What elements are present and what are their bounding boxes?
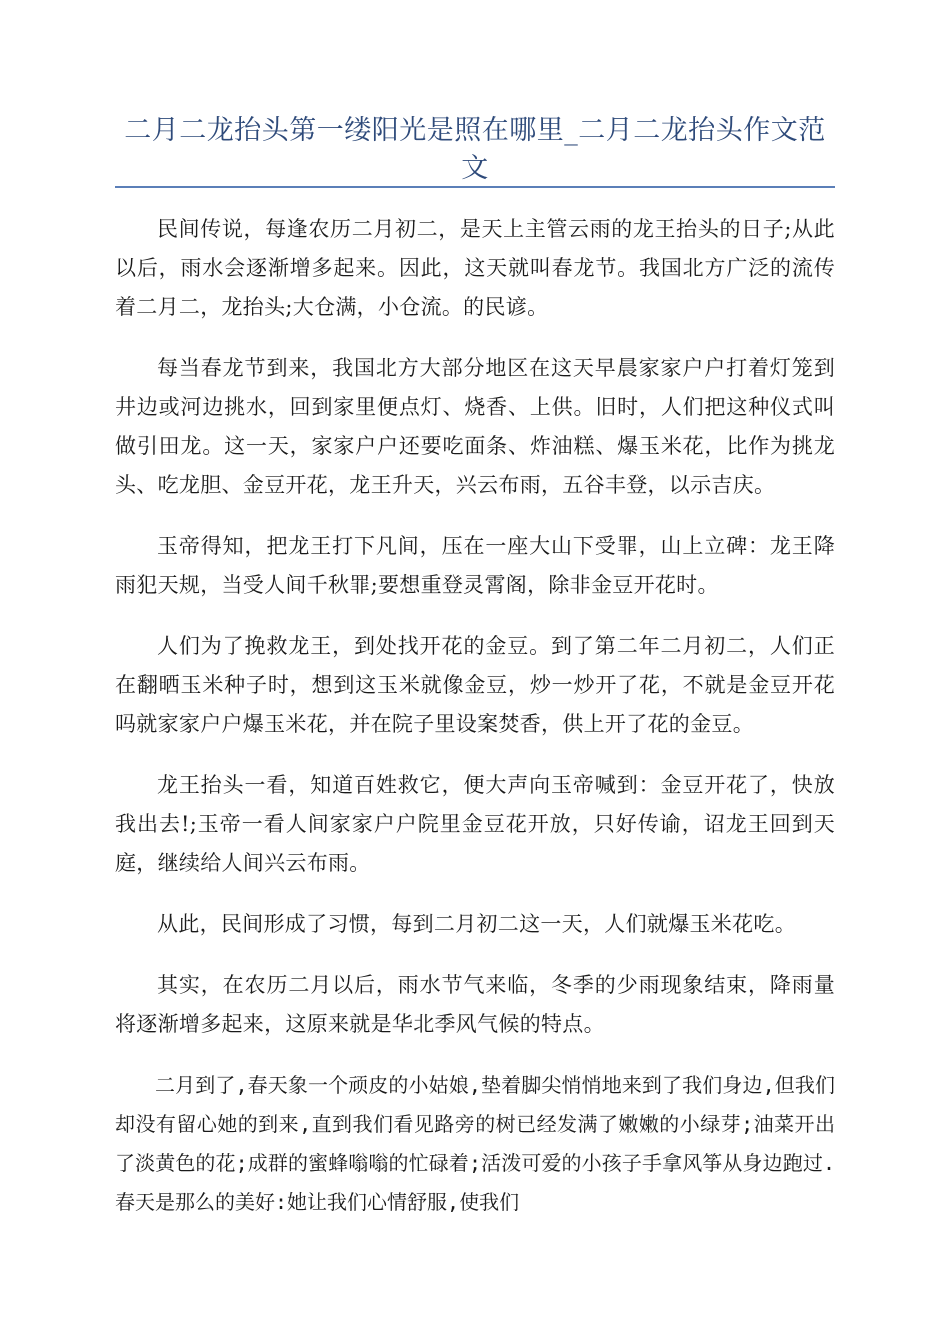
paragraph: 从此，民间形成了习惯，每到二月初二这一天，人们就爆玉米花吃。 [157,912,796,936]
paragraph: 其实，在农历二月以后，雨水节气来临，冬季的少雨现象结束，降雨量将逐渐增多起来，这原来就是华北季风气候的特点。 [115,973,835,1036]
title-underline [115,186,835,188]
document-body [115,210,835,1244]
paragraph: 玉帝得知，把龙王打下凡间，压在一座大山下受罪，山上立碑：龙王降雨犯天规，当受人间千秋罪;要想重登灵霄阁，除非金豆开花时。 [115,534,835,597]
paragraph: 民间传说，每逢农历二月初二，是天上主管云雨的龙王抬头的日子;从此以后，雨水会逐渐增多起来。因此，这天就叫春龙节。我国北方广泛的流传着二月二，龙抬头;大仓满，小仓流。的民谚。 [115,217,835,319]
paragraph: 二月到了,春天象一个顽皮的小姑娘,垫着脚尖悄悄地来到了我们身边,但我们却没有留心她的到来,直到我们看见路旁的树已经发满了嫩嫩的小绿芽;油菜开出了淡黄色的花;成群的蜜蜂嗡嗡的忙碌着;活泼可爱的小孩子手拿风筝从身边跑过.春天是那么的美好:她让我们心情舒服,使我们 [115,1073,835,1214]
paragraph: 每当春龙节到来，我国北方大部分地区在这天早晨家家户户打着灯笼到井边或河边挑水，回到家里便点灯、烧香、上供。旧时，人们把这种仪式叫做引田龙。这一天，家家户户还要吃面条、炸油糕、爆玉米花，比作为挑龙头、吃龙胆、金豆开花，龙王升天，兴云布雨，五谷丰登，以示吉庆。 [115,356,835,497]
paragraph: 人们为了挽救龙王，到处找开花的金豆。到了第二年二月初二，人们正在翻晒玉米种子时，想到这玉米就像金豆，炒一炒开了花，不就是金豆开花吗就家家户户爆玉米花，并在院子里设案焚香，供上开了花的金豆。 [115,634,835,736]
paragraph: 龙王抬头一看，知道百姓救它，便大声向玉帝喊到：金豆开花了，快放我出去!;玉帝一看人间家家户户院里金豆花开放，只好传谕，诏龙王回到天庭，继续给人间兴云布雨。 [115,773,835,875]
document-title: 二月二龙抬头第一缕阳光是照在哪里_二月二龙抬头作文范文 [124,115,826,184]
